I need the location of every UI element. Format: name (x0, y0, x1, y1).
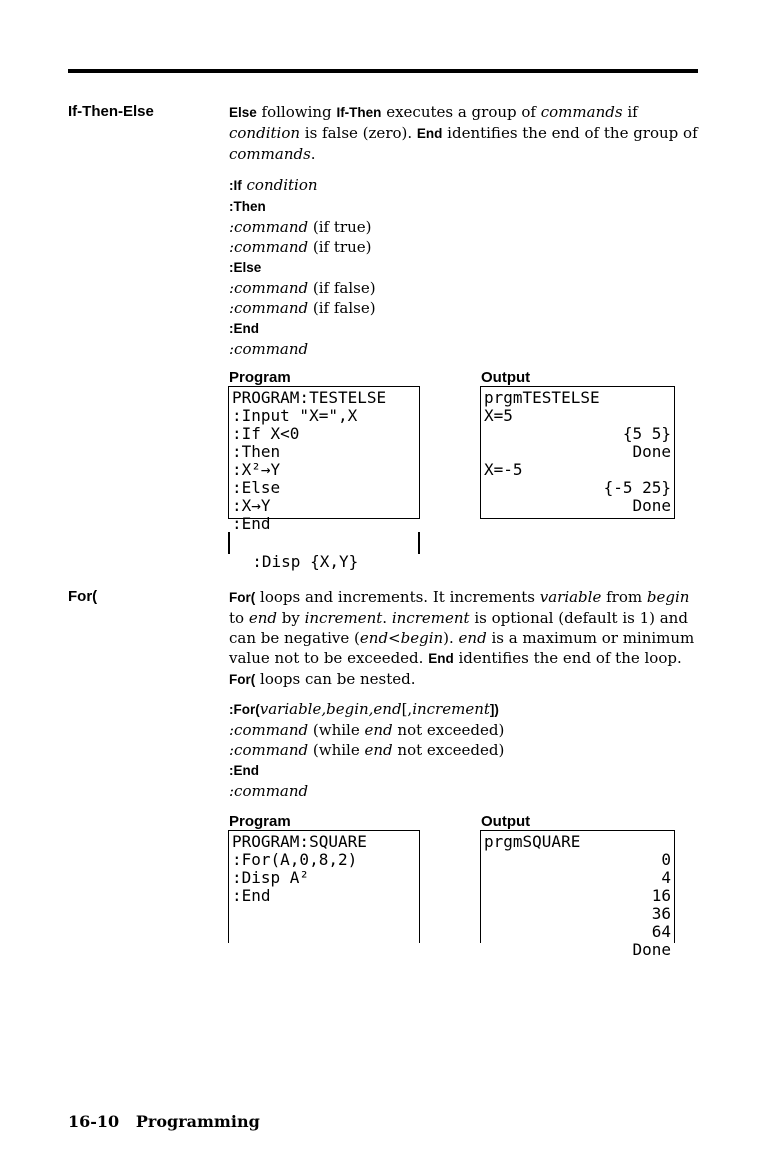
output-line: 36 (651, 904, 671, 923)
output-caption: Output (481, 813, 531, 830)
top-rule (68, 69, 698, 73)
syntax-line: :Else (229, 260, 262, 275)
syntax-line: :End (229, 321, 259, 336)
program-caption: Program (229, 369, 291, 386)
program-line: PROGRAM:TESTELSE (232, 388, 387, 407)
program-line: :Else (232, 478, 281, 497)
if-then-else-syntax (229, 175, 376, 359)
page-footer: 16-10 Programming (68, 1112, 260, 1131)
program-line: :End (232, 514, 271, 533)
syntax-line: :command (229, 340, 309, 358)
output-line: prgmTESTELSE (484, 388, 600, 407)
syntax-line: :If condition (229, 176, 318, 194)
if-then-else-description: Else following If-Then executes a group of commands if condition is false (zero). End identifies the end of the group of commands. (229, 103, 698, 163)
program-line: :If X<0 (232, 424, 300, 443)
for-description: For( loops and increments. It increments variable from begin to end by increment. increment is optional (default is 1) and can be negative (end<begin). end is a maximum or minimum value not to be exceeded. End identifies the end of the loop. For( loops can be nested. (229, 588, 695, 688)
syntax-line: :command (if true) (229, 238, 372, 256)
program-line: :X→Y (232, 496, 271, 515)
output-line: 16 (651, 886, 671, 905)
syntax-line: :command (if false) (229, 279, 376, 297)
program-line: :For(A,0,8,2) (232, 850, 358, 869)
program-line: PROGRAM:SQUARE (232, 832, 367, 851)
syntax-line: :command (if true) (229, 218, 372, 236)
syntax-line: :Then (229, 199, 266, 214)
syntax-line: :command (if false) (229, 299, 376, 317)
output-line: 0 (661, 850, 671, 869)
program-continuation-line: :Disp {X,Y} (230, 535, 420, 553)
program-line: :Input "X=",X (232, 406, 358, 425)
output-line: 4 (661, 868, 671, 887)
syntax-line: :command (229, 782, 309, 800)
output-line: X=5 (484, 406, 513, 425)
for-syntax (229, 699, 504, 801)
calculator-program-screen (228, 386, 420, 533)
program-line: :X²→Y (232, 460, 281, 479)
output-line: {-5 25} (603, 478, 671, 497)
calculator-output-screen (480, 830, 675, 959)
calculator-program-screen (228, 830, 420, 943)
syntax-line: :For(variable,begin,end[,increment]) (229, 700, 499, 718)
program-line: :Disp A² (232, 868, 310, 887)
output-line: Done (632, 442, 671, 461)
section-label-if-then-else: If-Then-Else (68, 103, 154, 120)
program-caption: Program (229, 813, 291, 830)
output-line: 64 (651, 922, 671, 941)
output-caption: Output (481, 369, 531, 386)
output-line: prgmSQUARE (484, 832, 581, 851)
syntax-line: :command (while end not exceeded) (229, 721, 505, 739)
output-line: X=-5 (484, 460, 523, 479)
section-label-for: For( (68, 588, 98, 605)
program-line: :Then (232, 442, 281, 461)
program-line: :End (232, 886, 271, 905)
output-line: Done (632, 496, 671, 515)
calculator-output-screen (480, 386, 675, 519)
syntax-line: :command (while end not exceeded) (229, 741, 505, 759)
output-line: Done (632, 940, 671, 959)
output-line: {5 5} (622, 424, 671, 443)
syntax-line: :End (229, 763, 259, 778)
